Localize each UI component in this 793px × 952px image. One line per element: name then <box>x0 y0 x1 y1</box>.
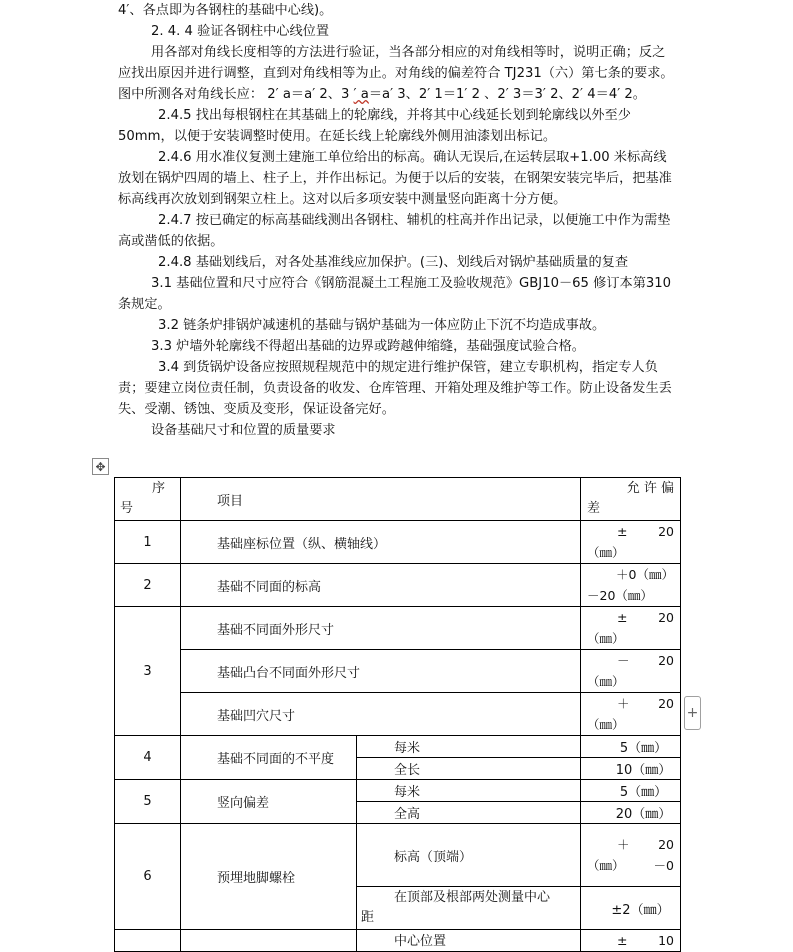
document-body <box>118 0 678 441</box>
header-tolerance <box>581 478 681 521</box>
tol-unit: （㎜） <box>587 674 625 689</box>
header-tol-top: 允 许 偏 <box>626 481 674 496</box>
table-row <box>115 930 681 952</box>
tol-line: －20（㎜） <box>587 588 653 603</box>
row-subitem: 每米 <box>357 736 581 758</box>
tol-unit: （㎜） <box>587 631 625 646</box>
paragraph: 3.3 炉墙外轮廓线不得超出基础的边界或跨越伸缩缝，基础强度试验合格。 <box>151 339 585 354</box>
tol-sign: ＋ <box>617 696 630 711</box>
tol-value: 10 <box>658 933 674 948</box>
row-subitem: 中心位置 <box>357 930 581 952</box>
row-subitem: 全高 <box>357 802 581 824</box>
row-tolerance <box>581 564 681 607</box>
row-item: 基础不同面外形尺寸 <box>181 607 581 650</box>
paragraph: 4′、各点即为各钢柱的基础中心线)。 <box>118 3 333 18</box>
table-caption: 设备基础尺寸和位置的质量要求 <box>151 423 336 438</box>
row-number: 6 <box>115 824 181 930</box>
row-subitem: 标高（顶端） <box>357 824 581 887</box>
quality-requirements-table <box>114 477 681 952</box>
row-tolerance: ±2（㎜） <box>581 887 681 930</box>
row-number <box>115 930 181 952</box>
row-number: 2 <box>115 564 181 607</box>
row-number: 1 <box>115 521 181 564</box>
tol-value: 20 <box>658 524 674 539</box>
header-seq <box>115 478 181 521</box>
row-number: 3 <box>115 607 181 736</box>
row-tolerance: 10（㎜） <box>581 758 681 780</box>
row-subitem <box>357 887 581 930</box>
table-move-handle-icon[interactable]: ✥ <box>92 458 109 475</box>
row-subitem: 每米 <box>357 780 581 802</box>
paragraph: 2.4.7 按已确定的标高基础线测出各钢柱、辅机的柱高并作出记录，以便施工中作为需垫高或凿低的依据。 <box>118 213 671 249</box>
row-tolerance <box>581 693 681 736</box>
header-tol-bottom: 差 <box>587 501 601 516</box>
row-item: 基础座标位置（纵、横轴线） <box>181 521 581 564</box>
paragraph: 3.4 到货锅炉设备应按照规程规范中的规定进行维护保管，建立专职机构，指定专人负责；要建立岗位责任制，负责设备的收发、仓库管理、开箱处理及维护等工作。防止设备发生丢失、受潮、锈蚀、变质及变形，保证设备完好。 <box>118 360 672 417</box>
row-tolerance: 20（㎜） <box>581 802 681 824</box>
formula-text: 2′ a＝a′ 2、3 <box>267 87 354 102</box>
row-tolerance <box>581 607 681 650</box>
row-item: 基础凹穴尺寸 <box>181 693 581 736</box>
paragraph: 2.4.6 用水准仪复测土建施工单位给出的标高。确认无误后,在运转层取+1.00 米标高线放划在锅炉四周的墙上、柱子上，并作出标记。为便于以后的安装，在钢架安装完毕后，把基准标高线再次放划到钢架立柱上。这对以后多项安装中测量竖向距离十分方便。 <box>118 150 672 207</box>
header-seq-top: 序 <box>152 481 166 496</box>
tol-value: －0 <box>653 858 674 873</box>
paragraph-text: 用各部对角线长度相等的方法进行验证，当各部分相应的对角线相等时，说明正确；反之应找出原因并进行调整，直到对角线相等为止。对角线的偏差符合 TJ231（六）第七条的要求。图中所测各对角线长应： <box>118 45 674 102</box>
row-tolerance <box>581 930 681 952</box>
row-item: 基础凸台不同面外形尺寸 <box>181 650 581 693</box>
table-row <box>115 693 681 736</box>
tol-line: ＋0（㎜） <box>616 567 674 582</box>
table-row <box>115 564 681 607</box>
row-item: 预埋地脚螺栓 <box>181 824 357 930</box>
tol-value: 20 <box>658 610 674 625</box>
header-seq-bottom: 号 <box>120 501 134 516</box>
tol-unit: （㎜） <box>587 858 625 873</box>
tol-sign: ＋ <box>617 837 630 852</box>
row-item: 竖向偏差 <box>181 780 357 824</box>
table-row <box>115 521 681 564</box>
header-item: 项目 <box>181 478 581 521</box>
row-tolerance <box>581 650 681 693</box>
paragraph: 3.2 链条炉排锅炉减速机的基础与锅炉基础为一体应防止下沉不均造成事故。 <box>158 318 606 333</box>
row-tolerance <box>581 521 681 564</box>
spellcheck-mark: ′ a <box>353 87 369 102</box>
row-item: 基础不同面的不平度 <box>181 736 357 780</box>
paragraph: 3.1 基础位置和尺寸应符合《钢筋混凝土工程施工及验收规范》GBJ10－65 修订本第310 条规定。 <box>118 276 676 312</box>
paragraph <box>118 42 678 105</box>
table-header-row <box>115 478 681 521</box>
subitem-line: 距 <box>361 910 375 925</box>
row-tolerance <box>581 824 681 887</box>
section-heading: 2. 4. 4 验证各钢柱中心线位置 <box>151 24 330 39</box>
paragraph: 2.4.8 基础划线后，对各处基准线应加保护。(三)、划线后对锅炉基础质量的复查 <box>158 255 629 270</box>
row-tolerance: 5（㎜） <box>581 780 681 802</box>
tol-unit: （㎜） <box>587 717 625 732</box>
table-row <box>115 824 681 887</box>
subitem-line: 在顶部及根部两处测量中心 <box>394 890 551 905</box>
tol-sign: ± <box>617 933 628 948</box>
row-number: 5 <box>115 780 181 824</box>
formula-text: ＝a′ 3、2′ 1＝1′ 2 、2′ 3＝3′ 2、2′ 4＝4′ 2。 <box>368 87 646 102</box>
row-item <box>181 930 357 952</box>
table-row <box>115 607 681 650</box>
tol-value: 20 <box>658 653 674 668</box>
row-tolerance: 5（㎜） <box>581 736 681 758</box>
table-row <box>115 736 681 758</box>
row-subitem: 全长 <box>357 758 581 780</box>
tol-sign: － <box>617 653 630 668</box>
table-row <box>115 780 681 802</box>
tol-value: 20 <box>658 837 674 852</box>
row-number: 4 <box>115 736 181 780</box>
tol-sign: ± <box>617 610 628 625</box>
add-column-button[interactable]: + <box>684 696 701 730</box>
tol-unit: （㎜） <box>587 545 625 560</box>
tol-value: 20 <box>658 696 674 711</box>
row-item: 基础不同面的标高 <box>181 564 581 607</box>
paragraph: 2.4.5 找出每根钢柱在其基础上的轮廓线，并将其中心线延长划到轮廓线以外至少50mm，以便于安装调整时使用。在延长线上轮廓线外侧用油漆划出标记。 <box>118 108 631 144</box>
tol-sign: ± <box>617 524 628 539</box>
table-row <box>115 650 681 693</box>
